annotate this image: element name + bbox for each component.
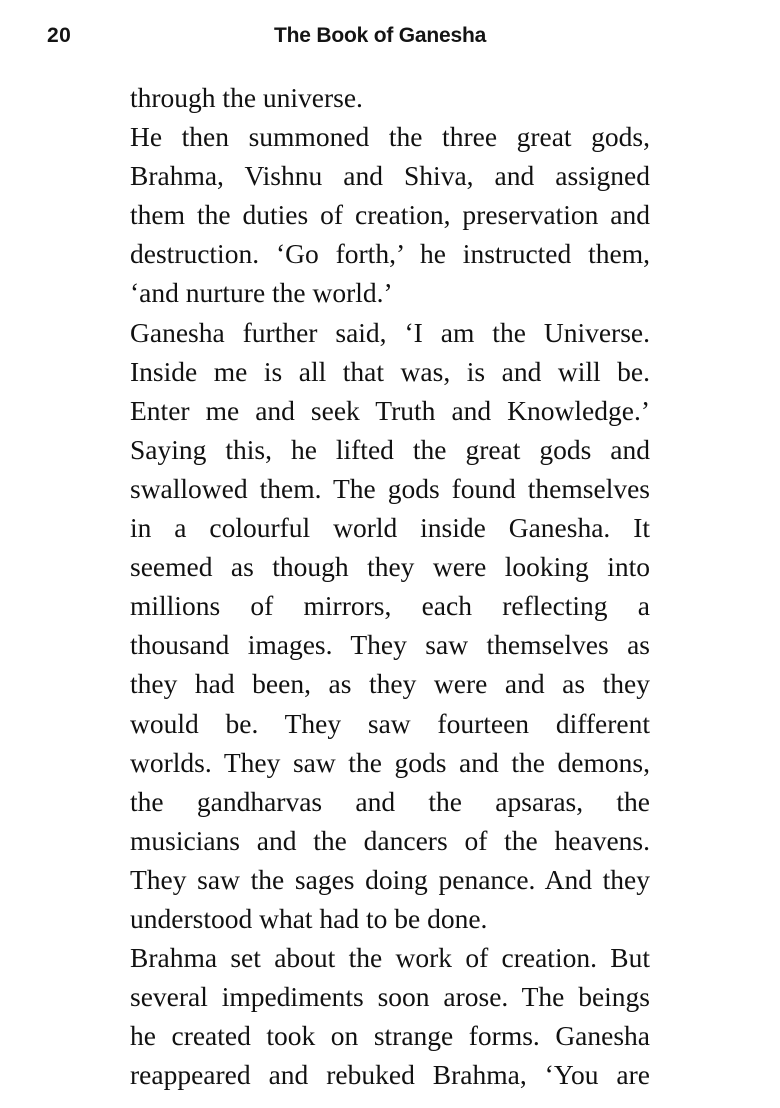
body-text [130, 78, 650, 1094]
text-line: Brahma set about the work of creation. But [130, 942, 650, 974]
text-line: He then summoned the three great gods, [130, 121, 650, 153]
text-line: seemed as though they were looking into [130, 551, 650, 583]
text-line: musicians and the dancers of the heavens. [130, 824, 650, 856]
text-line: would be. They saw fourteen different [130, 707, 650, 739]
text-line: ‘and nurture the world.’ [130, 277, 393, 309]
text-line: millions of mirrors, each reflecting a [130, 590, 650, 622]
text-line: he created took on strange forms. Ganesha [130, 1020, 650, 1052]
text-line: thousand images. They saw themselves as [130, 629, 650, 661]
text-line: They saw the sages doing penance. And they [130, 863, 650, 895]
text-line: Inside me is all that was, is and will be. [130, 355, 650, 387]
text-line: reappeared and rebuked Brahma, ‘You are [130, 1059, 650, 1091]
text-line: Enter me and seek Truth and Knowledge.’ [130, 394, 650, 426]
page-header [0, 20, 780, 54]
text-line: them the duties of creation, preservation and [130, 199, 650, 231]
text-line: in a colourful world inside Ganesha. It [130, 512, 650, 544]
text-line: Brahma, Vishnu and Shiva, and assigned [130, 160, 650, 192]
text-line: through the universe. [130, 82, 363, 113]
page-number: 20 [47, 24, 72, 47]
text-line: Ganesha further said, ‘I am the Universe. [130, 316, 650, 348]
text-line: Saying this, he lifted the great gods and [130, 433, 650, 465]
text-line: several impediments soon arose. The beings [130, 981, 650, 1013]
text-line: the gandharvas and the apsaras, the [130, 785, 650, 817]
text-line: worlds. They saw the gods and the demons, [130, 746, 650, 778]
text-line: swallowed them. The gods found themselves [130, 472, 650, 504]
text-line: understood what had to be done. [130, 902, 488, 934]
running-title: The Book of Ganesha [274, 24, 487, 47]
text-line: they had been, as they were and as they [130, 668, 650, 700]
text-line: destruction. ‘Go forth,’ he instructed them, [130, 238, 650, 270]
